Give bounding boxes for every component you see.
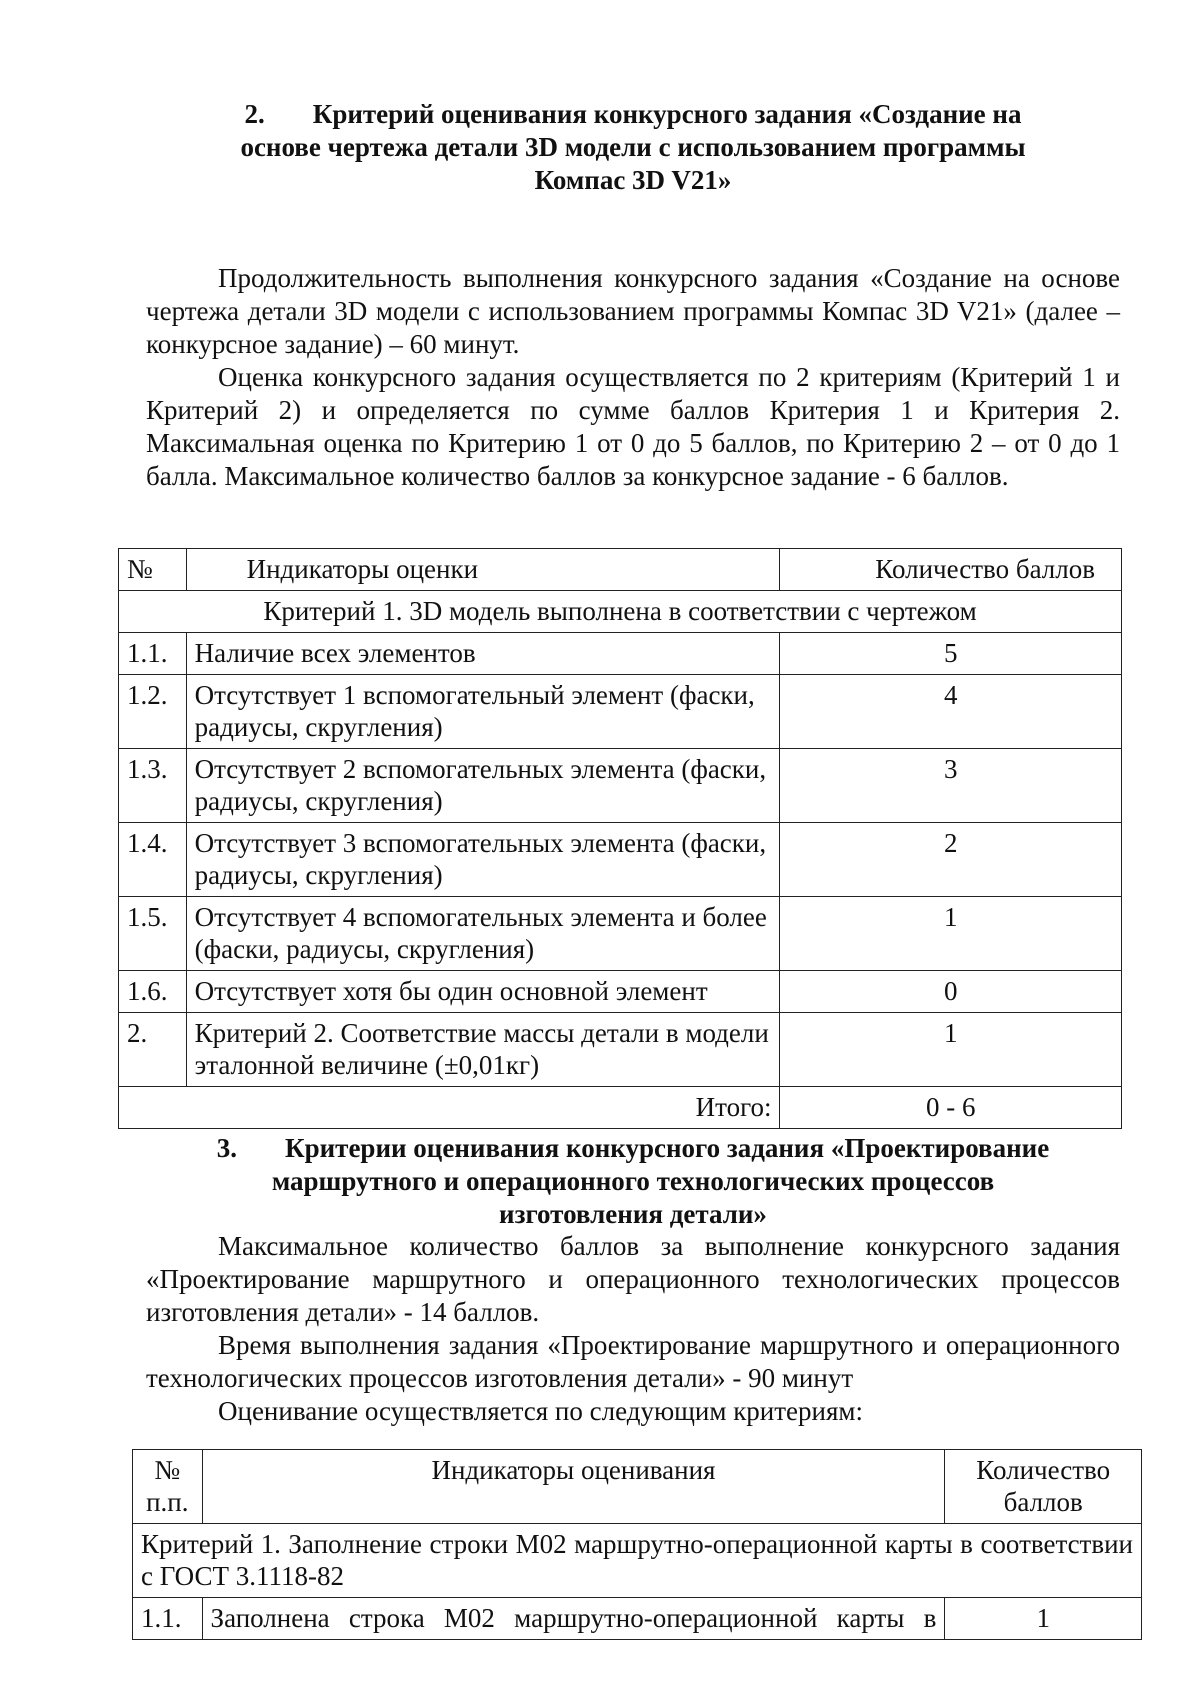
table-row: [119, 971, 1122, 1013]
column-header-points: Количество баллов: [780, 549, 1122, 591]
table-row: [119, 1013, 1122, 1087]
row-points: 2: [780, 823, 1122, 897]
row-indicator: Отсутствует 4 вспомогательных элемента и более (фаски, радиусы, скругления): [186, 897, 780, 971]
row-number: 1.6.: [119, 971, 187, 1013]
section-2-number: 2.: [244, 99, 265, 129]
row-indicator: Отсутствует 1 вспомогательный элемент (фаски, радиусы, скругления): [186, 675, 780, 749]
section-3-paragraph-1: Максимальное количество баллов за выполнение конкурсного задания «Проектирование маршрутного и операционного технологических процессов изготовления детали» - 14 баллов.: [146, 1231, 1120, 1327]
table-row: [133, 1598, 1142, 1640]
row-indicator: Отсутствует 2 вспомогательных элемента (фаски, радиусы, скругления): [186, 749, 780, 823]
row-number: 1.3.: [119, 749, 187, 823]
section-2-heading: [146, 98, 1120, 197]
column-header-indicator: Индикаторы оценивания: [202, 1450, 945, 1524]
section-3-paragraph-2: Время выполнения задания «Проектирование маршрутного и операционного технологических процессов изготовления детали» - 90 минут: [146, 1330, 1120, 1393]
row-indicator: Критерий 2. Соответствие массы детали в модели эталонной величине (±0,01кг): [186, 1013, 780, 1087]
section-2-paragraph-1: Продолжительность выполнения конкурсного задания «Создание на основе чертежа детали 3D модели с использованием программы Компас 3D V21» (далее – конкурсное задание) – 60 минут.: [146, 263, 1120, 359]
row-number: 1.1.: [133, 1598, 203, 1640]
criterion-1-title: Критерий 1. Заполнение строки М02 маршрутно-операционной карты в соответствии с ГОСТ 3.1118-82: [133, 1524, 1142, 1598]
table-header-row: [133, 1450, 1142, 1524]
table-header-row: [119, 549, 1122, 591]
column-header-number: №: [119, 549, 187, 591]
row-points: 3: [780, 749, 1122, 823]
criteria-table-1: [118, 548, 1122, 1129]
table-row: [119, 823, 1122, 897]
section-3-number: 3.: [216, 1133, 238, 1163]
column-header-number: № п.п.: [133, 1450, 203, 1524]
section-3-paragraph-3: Оценивание осуществляется по следующим критериям:: [218, 1396, 863, 1426]
row-points: 1: [945, 1598, 1142, 1640]
row-indicator: Заполнена строка М02 маршрутно-операционной карты в: [202, 1598, 945, 1640]
row-indicator: Наличие всех элементов: [186, 633, 780, 675]
section-3-heading: [146, 1132, 1120, 1231]
row-points: 1: [780, 897, 1122, 971]
table-row: [119, 749, 1122, 823]
row-number: 2.: [119, 1013, 187, 1087]
criteria-table-2: [132, 1449, 1142, 1640]
row-number: 1.2.: [119, 675, 187, 749]
row-indicator: Отсутствует хотя бы один основной элемент: [186, 971, 780, 1013]
total-row: [119, 1087, 1122, 1129]
row-number: 1.5.: [119, 897, 187, 971]
table-row: [119, 897, 1122, 971]
row-points: 1: [780, 1013, 1122, 1087]
section-2-paragraph-2: Оценка конкурсного задания осуществляется по 2 критериям (Критерий 1 и Критерий 2) и определяется по сумме баллов Критерия 1 и Критерия 2. Максимальная оценка по Критерию 1 от 0 до 5 баллов, по Критерию 2 – от 0 до 1 балла. Максимальное количество баллов за конкурсное задание - 6 баллов.: [146, 362, 1120, 491]
column-header-indicator: Индикаторы оценки: [186, 549, 780, 591]
row-number: 1.4.: [119, 823, 187, 897]
table-row: [119, 633, 1122, 675]
section-2-title-line-1: 2. Критерий оценивания конкурсного задания «Создание на: [244, 99, 1022, 129]
table-row: [119, 675, 1122, 749]
row-number: 1.1.: [119, 633, 187, 675]
criterion-1-title: Критерий 1. 3D модель выполнена в соответствии с чертежом: [119, 591, 1122, 633]
row-indicator: Отсутствует 3 вспомогательных элемента (фаски, радиусы, скругления): [186, 823, 780, 897]
row-points: 4: [780, 675, 1122, 749]
section-2-title-line-2: основе чертежа детали 3D модели с использованием программы: [240, 132, 1026, 162]
criterion-1-row: [119, 591, 1122, 633]
section-2-title-line-3: Компас 3D V21»: [534, 165, 732, 195]
section-3-title-line-2: маршрутного и операционного технологических процессов: [271, 1166, 995, 1196]
section-3-title-line-1: 3. Критерии оценивания конкурсного задания «Проектирование: [216, 1133, 1050, 1163]
row-points: 5: [780, 633, 1122, 675]
column-header-points: Количество баллов: [945, 1450, 1142, 1524]
total-value: 0 - 6: [780, 1087, 1122, 1129]
criterion-1-row: [133, 1524, 1142, 1598]
section-3-title-line-3: изготовления детали»: [499, 1199, 767, 1229]
row-points: 0: [780, 971, 1122, 1013]
total-label: Итого:: [119, 1087, 780, 1129]
